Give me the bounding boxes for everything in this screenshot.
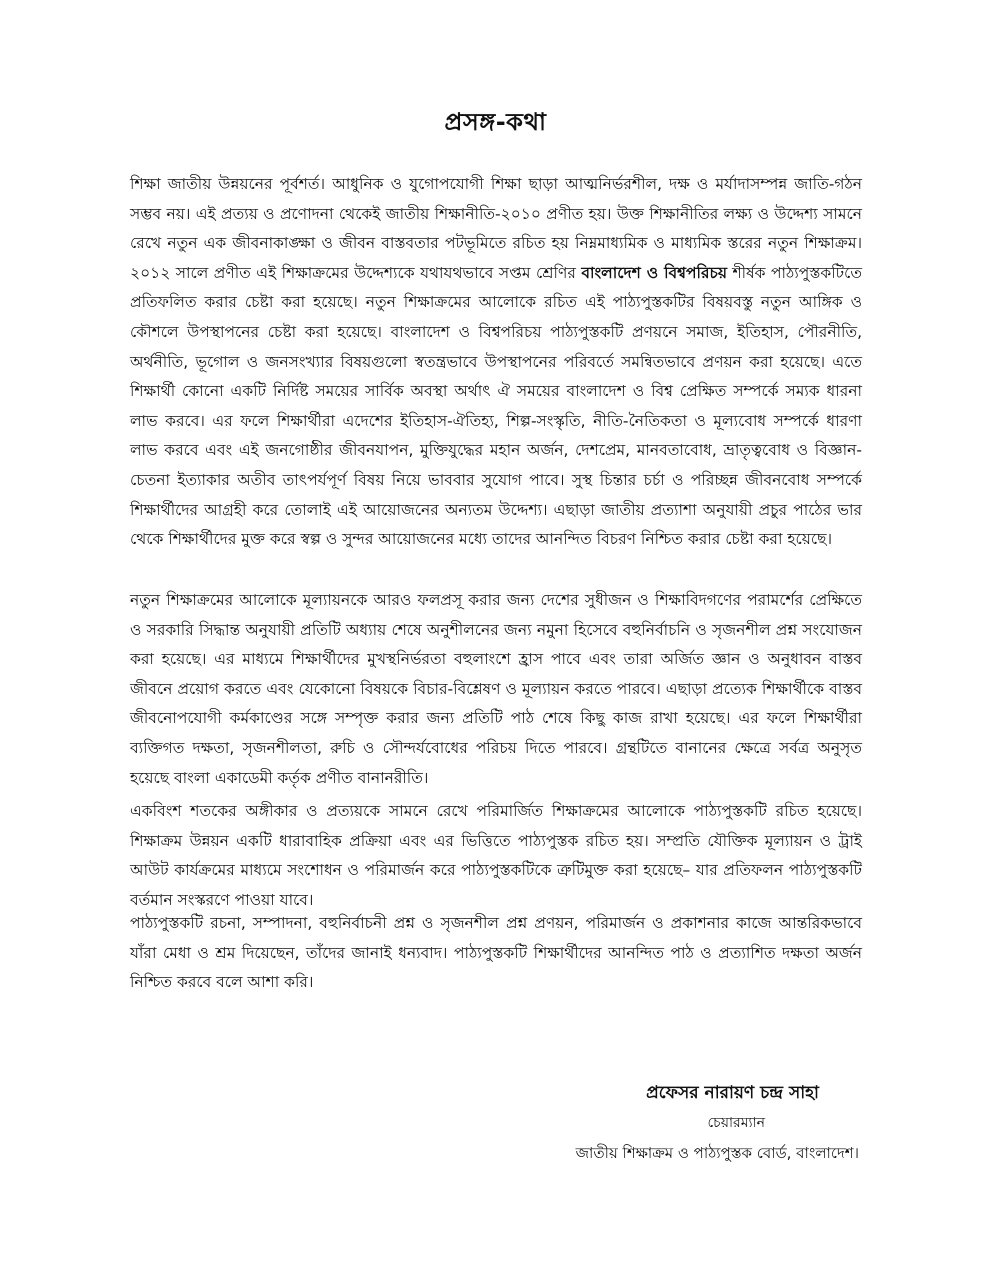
paragraph-revision: একবিংশ শতকের অঙ্গীকার ও প্রত্যয়কে সামনে রেখে পরিমার্জিত শিক্ষাক্রমের আলোকে পাঠ্যপুস্তকটি রচিত হয়েছে। শিক্ষাক্রম উন্নয়ন একটি ধারাবাহিক প্রক্রিয়া এবং এর ভিত্তিতে পাঠ্যপুস্তক রচিত হয়। সম্প্রতি যৌক্তিক মূল্যায়ন ও ট্রাই আউট কার্যক্রমের মাধ্যমে সংশোধন ও পরিমার্জন করে পাঠ্যপুস্তকটিকে ত্রুটিমুক্ত করা হয়েছে– যার প্রতিফলন পাঠ্যপুস্তকটি বর্তমান সংস্করণে পাওয়া যাবে। <box>130 802 862 909</box>
paragraph-acknowledgement: পাঠ্যপুস্তকটি রচনা, সম্পাদনা, বহুনির্বাচনী প্রশ্ন ও সৃজনশীল প্রশ্ন প্রণয়ন, পরিমার্জন ও প্রকাশনার কাজে আন্তরিকভাবে যাঁরা মেধা ও শ্রম দিয়েছেন, তাঁদের জানাই ধন্যবাদ। পাঠ্যপুস্তকটি শিক্ষার্থীদের আনন্দিত পাঠ ও প্রত্যাশিত দক্ষতা অর্জন নিশ্চিত করবে বলে আশা করি। <box>130 914 862 992</box>
page-title: প্রসঙ্গ-কথা <box>444 108 547 136</box>
signatory-organization: জাতীয় শিক্ষাক্রম ও পাঠ্যপুস্তক বোর্ড, বাংলাদেশ। <box>575 1144 859 1162</box>
paragraph-intro-text-start: শিক্ষা জাতীয় উন্নয়নের পূর্বশর্ত। আধুনিক ও যুগোপযোগী শিক্ষা ছাড়া আত্মনির্ভরশীল, দক্ষ ও মর্যাদাসম্পন্ন জাতি-গঠন সম্ভব নয়। এই প্রত্যয় ও প্রণোদনা থেকেই জাতীয় শিক্ষানীতি-২০১০ প্রণীত হয়। উক্ত শিক্ষানীতির লক্ষ্য ও উদ্দেশ্য সামনে রেখে নতুন এক জীবনাকাঙ্ক্ষা ও জীবন বাস্তবতার পটভূমিতে রচিত হয় নিম্নমাধ্যমিক ও মাধ্যমিক স্তরের নতুন শিক্ষাক্রম। ২০১২ সালে প্রণীত এই শিক্ষাক্রমের উদ্দেশ্যকে যথাযথভাবে সপ্তম শ্রেণির <box>130 175 862 282</box>
paragraph-evaluation: নতুন শিক্ষাক্রমের আলোকে মূল্যায়নকে আরও ফলপ্রসূ করার জন্য দেশের সুধীজন ও শিক্ষাবিদগণের পরামর্শের প্রেক্ষিতে ও সরকারি সিদ্ধান্ত অনুযায়ী প্রতিটি অধ্যায় শেষে অনুশীলনের জন্য নমুনা হিসেবে বহুনির্বাচনি ও সৃজনশীল প্রশ্ন সংযোজন করা হয়েছে। এর মাধ্যমে শিক্ষার্থীদের মুখস্থনির্ভরতা বহুলাংশে হ্রাস পাবে এবং তারা অর্জিত জ্ঞান ও অনুধাবন বাস্তব জীবনে প্রয়োগ করতে এবং যেকোনো বিষয়কে বিচার-বিশ্লেষণ ও মূল্যায়ন করতে পারবে। এছাড়া প্রত্যেক শিক্ষার্থীকে বাস্তব জীবনোপযোগী কর্মকাণ্ডের সঙ্গে সম্পৃক্ত করার জন্য প্রতিটি পাঠ শেষে কিছু কাজ রাখা হয়েছে। এর ফলে শিক্ষার্থীরা ব্যক্তিগত দক্ষতা, সৃজনশীলতা, রুচি ও সৌন্দর্যবোধের পরিচয় দিতে পারবে। গ্রন্থটিতে বানানের ক্ষেত্রে সর্বত্র অনুসৃত হয়েছে বাংলা একাডেমী কর্তৃক প্রণীত বানানরীতি। <box>130 591 862 787</box>
paragraph-intro <box>130 170 862 555</box>
signatory-name: প্রফেসর নারায়ণ চন্দ্র সাহা <box>646 1083 819 1103</box>
signatory-role: চেয়ারম্যান <box>707 1115 765 1131</box>
paragraph-intro-text-end: শীর্ষক পাঠ্যপুস্তকটিতে প্রতিফলিত করার চেষ্টা করা হয়েছে। নতুন শিক্ষাক্রমের আলোকে রচিত এই পাঠ্যপুস্তকটির বিষয়বস্তু নতুন আঙ্গিক ও কৌশলে উপস্থাপনের চেষ্টা করা হয়েছে। বাংলাদেশ ও বিশ্বপরিচয় পাঠ্যপুস্তকটি প্রণয়নে সমাজ, ইতিহাস, পৌরনীতি, অর্থনীতি, ভূগোল ও জনসংখ্যার বিষয়গুলো স্বতন্ত্রভাবে উপস্থাপনের পরিবর্তে সমন্বিতভাবে প্রণয়ন করা হয়েছে। এতে শিক্ষার্থী কোনো একটি নির্দিষ্ট সময়ের সার্বিক অবস্থা অর্থাৎ ঐ সময়ের বাংলাদেশ ও বিশ্ব প্রেক্ষিত সম্পর্কে সম্যক ধারনা লাভ করবে। এর ফলে শিক্ষার্থীরা এদেশের ইতিহাস-ঐতিহ্য, শিল্প-সংস্কৃতি, নীতি-নৈতিকতা ও মূল্যবোধ সম্পর্কে ধারণা লাভ করবে এবং এই জনগোষ্ঠীর জীবনযাপন, মুক্তিযুদ্ধের মহান অর্জন, দেশপ্রেম, মানবতাবোধ, ভ্রাতৃত্ববোধ ও বিজ্ঞান-চেতনা ইত্যাকার অতীব তাৎপর্যপূর্ণ বিষয় নিয়ে ভাববার সুযোগ পাবে। সুস্থ চিন্তার চর্চা ও পরিচ্ছন্ন জীবনবোধ সম্পর্কে শিক্ষার্থীদের আগ্রহী করে তোলাই এই আয়োজনের অন্যতম উদ্দেশ্য। এছাড়া জাতীয় প্রত্যাশা অনুযায়ী প্রচুর পাঠের ভার থেকে শিক্ষার্থীদের মুক্ত করে স্বল্প ও সুন্দর আয়োজনের মধ্যে তাদের আনন্দিত বিচরণ নিশ্চিত করার চেষ্টা করা হয়েছে। <box>130 263 862 549</box>
signature-block <box>359 1078 859 1168</box>
book-title-emphasis: বাংলাদেশ ও বিশ্বপরিচয় <box>581 263 727 282</box>
